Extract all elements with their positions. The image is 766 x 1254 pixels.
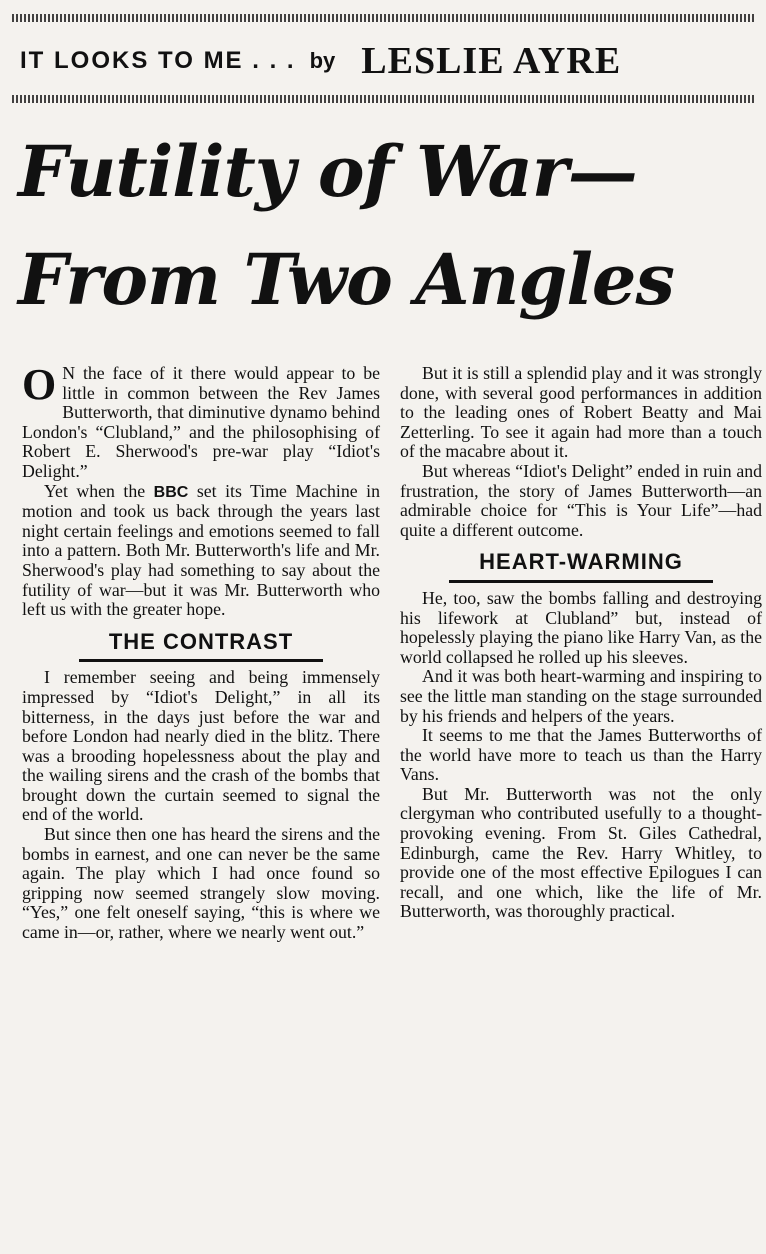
- byline-by: by: [309, 48, 336, 73]
- paragraph-5: But it is still a splendid play and it was strongly done, with several good performances in addition to the leading ones of Robert Beatty and Mai Zetterling. To see it again had more than a touch of the macabre about it.: [400, 363, 762, 462]
- subhead-the-contrast: THE CONTRAST: [22, 632, 380, 663]
- subhead-heart-warming: HEART-WARMING: [400, 552, 762, 583]
- paragraph-3: I remember seeing and being immensely impressed by “Idiot's Delight,” in all its bitterness, in the days just before the war and before London had nearly died in the blitz. There was a brooding hopelessness about the play and the wailing sirens and the crash of the bombs that brought down the curtain seemed to signal the end of the world.: [22, 667, 380, 825]
- paragraph-7: He, too, saw the bombs falling and destroying his lifework at Clubland” but, instead of hopelessly playing the piano like Harry Van, as the world collapsed he rolled up his sleeves.: [400, 587, 762, 667]
- headline-line-1: Futility of War—: [18, 130, 637, 213]
- header-bottom-rule: [12, 95, 754, 103]
- bbc-mark: BBC: [153, 483, 189, 501]
- column-kicker: IT LOOKS TO ME . . .: [20, 47, 296, 74]
- headline: [18, 118, 758, 334]
- paragraph-9: It seems to me that the James Butterworths of the world have more to teach us than the Harry Vans.: [400, 725, 762, 785]
- paragraph-8: And it was both heart-warming and inspiring to see the little man standing on the stage surrounded by his friends and helpers of the years.: [400, 666, 762, 726]
- headline-line-2: From Two Angles: [18, 238, 674, 321]
- paragraph-6: But whereas “Idiot's Delight” ended in ruin and frustration, the story of James Butterworth—an admirable choice for “This is Your Life”—had quite a different outcome.: [400, 460, 762, 540]
- author-name: LESLIE AYRE: [361, 40, 622, 82]
- paragraph-10: But Mr. Butterworth was not the only clergyman who contributed usefully to a thought-provoking evening. From St. Giles Cathedral, Edinburgh, came the Rev. Harry Whitley, to provide one of the most effective Epilogues I can recall, and one which, like the life of Mr. Butterworth, was thoroughly practical.: [400, 783, 762, 922]
- paragraph-4: But since then one has heard the sirens and the bombs in earnest, and one can never be the same again. The play which I had once found so gripping now seemed strangely slow moving. “Yes,” one felt oneself saying, “this is where we came in—or, rather, where we nearly went out.”: [22, 824, 380, 943]
- column-header: [20, 36, 746, 86]
- top-rule: [12, 14, 754, 22]
- paragraph-2: Yet when the BBC set its Time Machine in motion and took us back through the years last night certain feelings and emotions seemed to fall into a pattern. Both Mr. Butterworth's life and Mr. Sherwood's play had something to say about the futility of war—but it was Mr. Butterworth who left us with the greater hope.: [22, 480, 380, 620]
- drop-cap: O: [22, 360, 57, 409]
- article-column-right: [400, 364, 762, 922]
- article-column-left: [22, 360, 380, 943]
- paragraph-1: O N the face of it there would appear to be little in common between the Rev James Butterworth, that diminutive dynamo behind London's “Clubland,” and the philosophising of Robert E. Sherwood's pre-war play “Idiot's Delight.”: [22, 360, 380, 481]
